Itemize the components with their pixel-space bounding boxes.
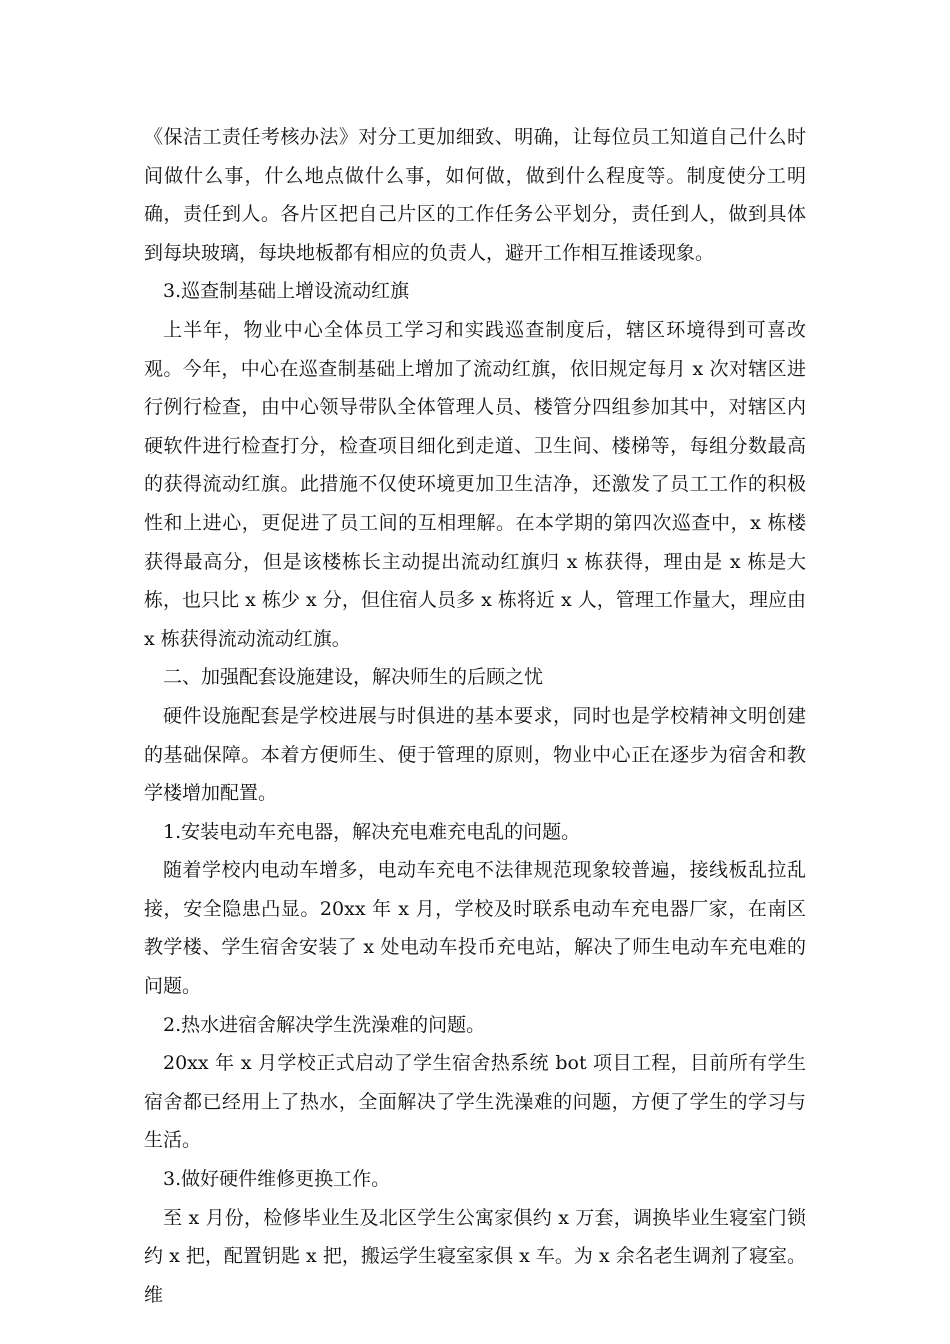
heading-hot-water: 2.热水进宿舍解决学生洗澡难的问题。 — [163, 1013, 486, 1036]
paragraph-facilities-intro: 硬件设施配套是学校进展与时俱进的基本要求，同时也是学校精神文明创建的基础保障。本着方便师生、便于管理的原则，物业中心正在逐步为宿舍和教学楼增加配置。 — [144, 704, 806, 805]
paragraph-repairs: 至 x 月份，检修毕业生及北区学生公寓家俱约 x 万套，调换毕业生寝室门锁约 x 把，配置钥匙 x 把，搬运学生寝室家俱 x 车。为 x 余名老生调剂了寝室。维 — [144, 1206, 806, 1306]
paragraph-inspection: 上半年，物业中心全体员工学习和实践巡查制度后，辖区环境得到可喜改观。今年，中心在巡查制基础上增加了流动红旗，依旧规定每月 x 次对辖区进行例行检查，由中心领导带队全体管理人员、楼管分四组参加其中，对辖区内硬软件进行检查打分，检查项目细化到走道、卫生间、楼梯等，每组分数最高的获得流动红旗。此措施不仅使环境更加卫生洁净，还激发了员工工作的积极性和上进心，更促进了员工间的互相理解。在本学期的第四次巡查中，x 栋楼获得最高分，但是该楼栋长主动提出流动红旗归 x 栋获得，理由是 x 栋是大栋，也只比 x 栋少 x 分，但住宿人员多 x 栋将近 x 人，管理工作量大，理应由 x 栋获得流动流动红旗。 — [144, 318, 806, 650]
heading-ev-charger: 1.安装电动车充电器，解决充电难充电乱的问题。 — [163, 820, 581, 843]
heading-red-flag: 3.巡查制基础上增设流动红旗 — [163, 280, 410, 303]
paragraph-cleaning-responsibility: 《保洁工责任考核办法》对分工更加细致、明确，让每位员工知道自己什么时间做什么事，什么地点做什么事，如何做，做到什么程度等。制度使分工明确，责任到人。各片区把自己片区的工作任务公平划分，责任到人，做到具体到每块玻璃，每块地板都有相应的负责人，避开工作相互推诿现象。 — [144, 126, 806, 264]
paragraph-hot-water: 20xx 年 x 月学校正式启动了学生宿舍热系统 bot 项目工程，目前所有学生宿舍都已经用上了热水，全面解决了学生洗澡难的问题，方便了学生的学习与生活。 — [144, 1052, 806, 1152]
heading-repairs: 3.做好硬件维修更换工作。 — [163, 1168, 391, 1191]
paragraph-ev-charger: 随着学校内电动车增多，电动车充电不法律规范现象较普遍，接线板乱拉乱接，安全隐患凸显。20xx 年 x 月，学校及时联系电动车充电器厂家，在南区教学楼、学生宿舍安装了 x 处电动车投币充电站，解决了师生电动车充电难的问题。 — [144, 859, 806, 998]
document-page — [144, 118, 806, 1314]
section-heading-facilities: 二、加强配套设施建设，解决师生的后顾之忧 — [163, 666, 544, 689]
